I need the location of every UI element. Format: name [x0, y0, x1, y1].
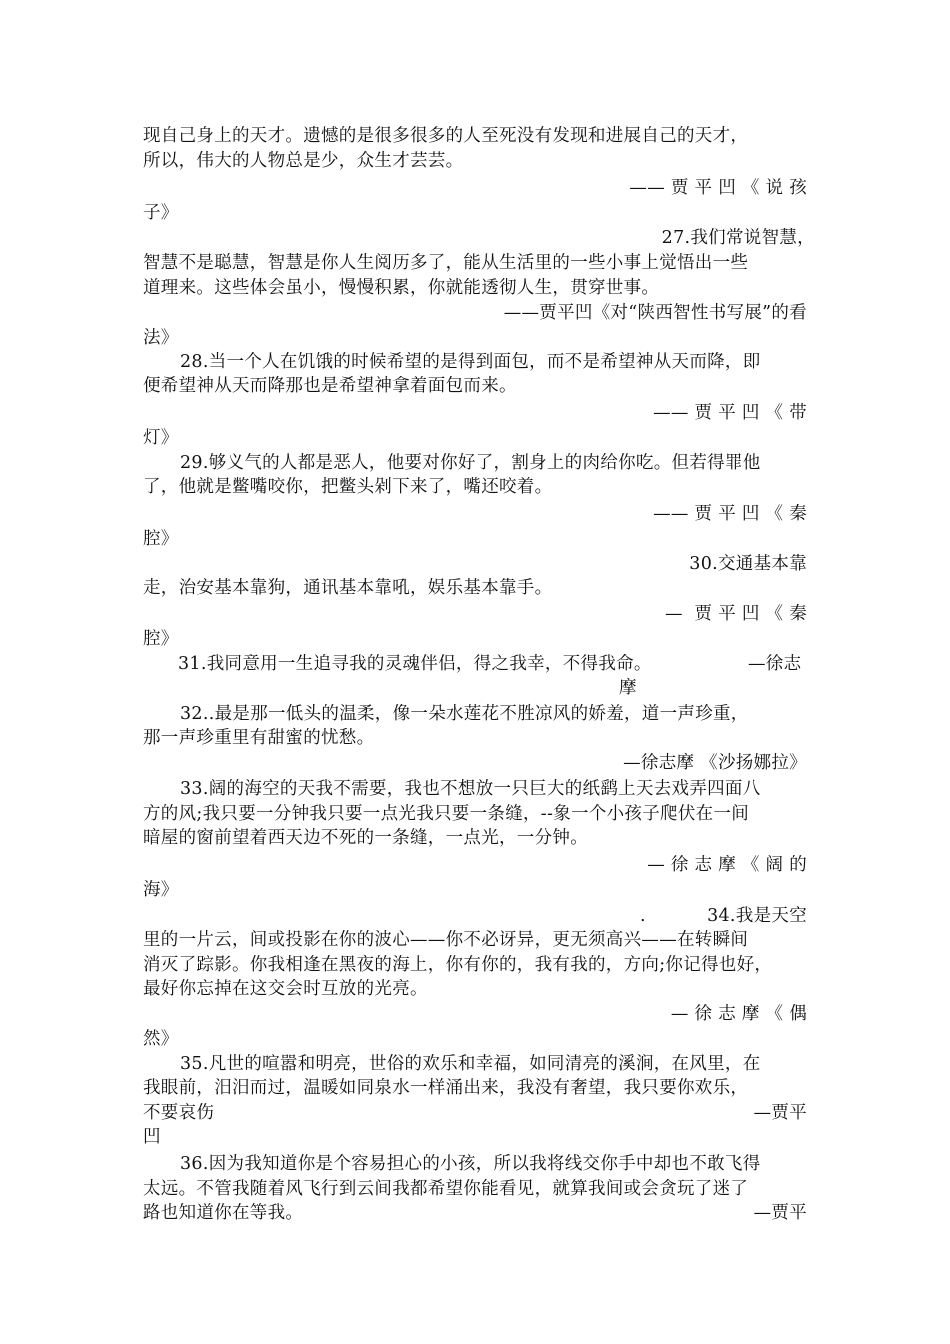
attribution-line: —徐志 — [748, 654, 802, 674]
attribution-line: 摩 — [619, 678, 637, 698]
attribution-line: 海》 — [143, 880, 179, 900]
attribution-line: —— 贾 平 凹 《 说 孩 — [629, 178, 807, 198]
text-line: 35.凡世的喧嚣和明亮，世俗的欢乐和幸福，如同清亮的溪涧，在风里，在 — [180, 1054, 761, 1074]
text-line: 31.我同意用一生追寻我的灵魂伴侣，得之我幸，不得我命。 — [178, 654, 652, 674]
attribution-line: —贾平 — [753, 1103, 807, 1123]
text-line: 28.当一个人在饥饿的时候希望的是得到面包，而不是希望神从天而降，即 — [180, 352, 761, 372]
text-line: 了，他就是鳖嘴咬你，把鳖头剁下来了，嘴还咬着。 — [143, 477, 553, 497]
attribution-line: ——贾平凹《对“陕西智性书写展”的看 — [503, 303, 807, 323]
text-line: 路也知道你在等我。 — [143, 1203, 304, 1223]
text-line: 27.我们常说智慧， — [661, 228, 815, 248]
text-line: . — [640, 906, 646, 926]
attribution-line: 腔》 — [143, 629, 179, 649]
attribution-line: 然》 — [143, 1029, 179, 1049]
text-line: 方的风;我只要一分钟我只要一点光我只要一条缝，--象一个小孩子爬伏在一间 — [143, 804, 750, 824]
text-line: 现自己身上的天才。遗憾的是很多很多的人至死没有发现和进展自己的天才， — [143, 126, 749, 146]
attribution-line: — 徐 志 摩 《 偶 — [670, 1004, 807, 1024]
text-line: 智慧不是聪慧，智慧是你人生阅历多了，能从生活里的一些小事上觉悟出一些 — [143, 253, 749, 273]
text-line: 那一声珍重里有甜蜜的忧愁。 — [143, 728, 375, 748]
text-line: 29.够义气的人都是恶人，他要对你好了，割身上的肉给你吃。但若得罪他 — [180, 453, 761, 473]
text-line: 33.阔的海空的天我不需要，我也不想放一只巨大的纸鹞上天去戏弄四面八 — [180, 779, 761, 799]
attribution-line: —徐志摩 《沙扬娜拉》 — [623, 753, 807, 773]
text-line: 36.因为我知道你是个容易担心的小孩，所以我将线交你手中却也不敢飞得 — [180, 1154, 761, 1174]
attribution-line: 凹 — [143, 1127, 161, 1147]
text-line: 便希望神从天而降那也是希望神拿着面包而来。 — [143, 376, 517, 396]
text-line: 34.我是天空 — [707, 906, 807, 926]
attribution-line: —贾平 — [753, 1203, 807, 1223]
text-line: 我眼前，汨汨而过，温暖如同泉水一样涌出来，我没有奢望，我只要你欢乐， — [143, 1078, 749, 1098]
attribution-line: 子》 — [143, 203, 179, 223]
text-line: 暗屋的窗前望着西天边不死的一条缝，一点光，一分钟。 — [143, 828, 588, 848]
text-line: 里的一片云，间或投影在你的波心——你不必讶异，更无须高兴——在转瞬间 — [143, 930, 749, 950]
text-line: 所以，伟大的人物总是少，众生才芸芸。 — [143, 151, 464, 171]
text-line: 最好你忘掉在这交会时互放的光亮。 — [143, 979, 428, 999]
attribution-line: 法》 — [143, 328, 179, 348]
text-line: 走，治安基本靠狗，通讯基本靠吼，娱乐基本靠手。 — [143, 578, 553, 598]
text-line: 32..最是那一低头的温柔，像一朵水莲花不胜凉风的娇羞，道一声珍重， — [180, 704, 749, 724]
attribution-line: 腔》 — [143, 529, 179, 549]
attribution-line: —— 贾 平 凹 《 带 — [653, 403, 807, 423]
text-line: 太远。不管我随着风飞行到云间我都希望你能看见，就算我间或会贪玩了迷了 — [143, 1179, 749, 1199]
text-line: 道理来。这些体会虽小，慢慢积累，你就能透彻人生，贯穿世事。 — [143, 278, 660, 298]
attribution-line: —— 贾 平 凹 《 秦 — [653, 504, 807, 524]
text-line: 不要哀伤 — [143, 1103, 215, 1123]
attribution-line: 灯》 — [143, 428, 179, 448]
text-line: 消灭了踪影。你我相逢在黑夜的海上，你有你的，我有我的，方向;你记得也好， — [143, 955, 773, 975]
text-line: 30.交通基本靠 — [689, 554, 807, 574]
attribution-line: — 贾 平 凹 《 秦 — [665, 604, 807, 624]
attribution-line: — 徐 志 摩 《 阔 的 — [647, 855, 807, 875]
